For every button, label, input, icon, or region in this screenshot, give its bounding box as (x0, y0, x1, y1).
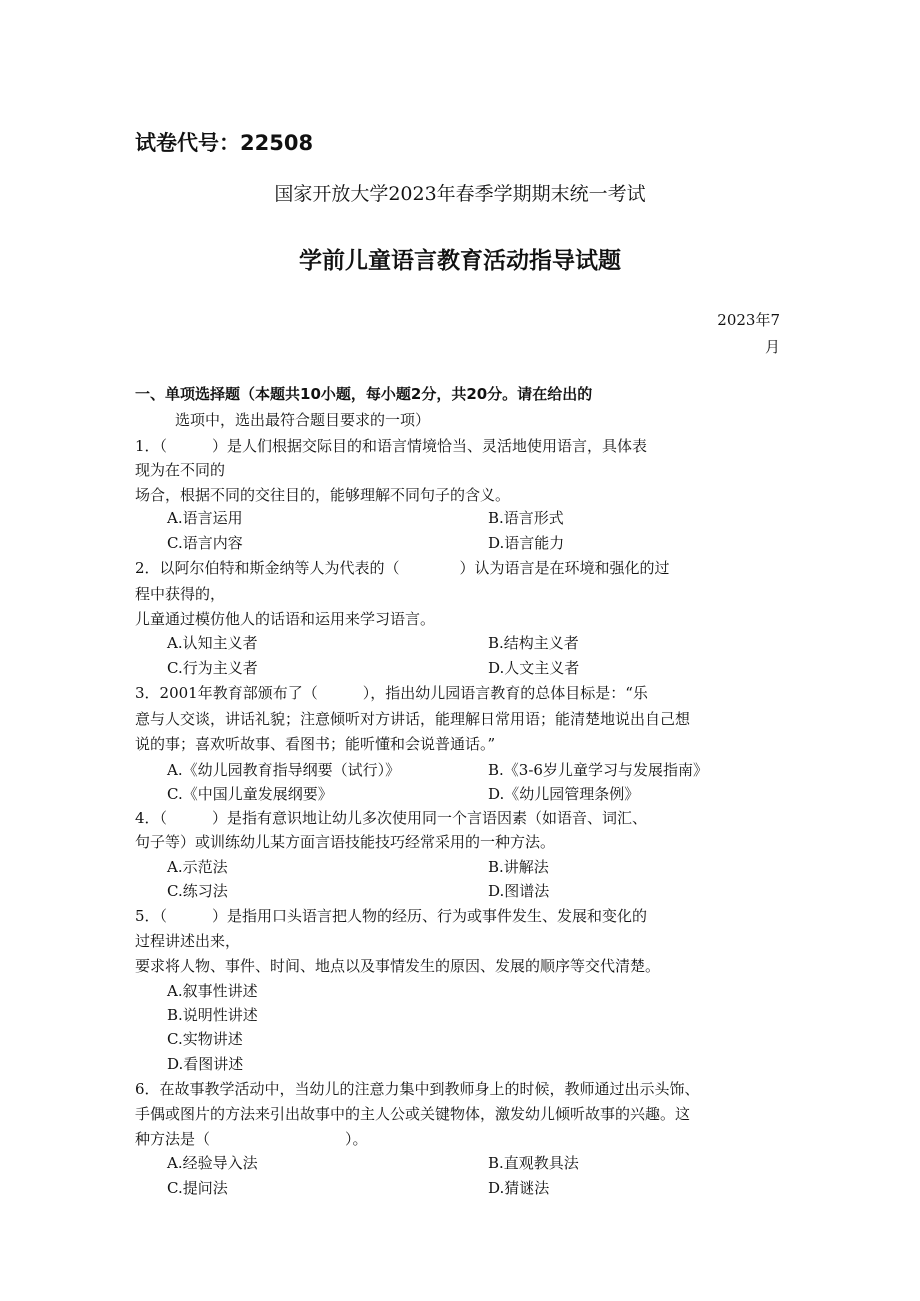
question-2-option-a: A.认知主义者 (167, 634, 258, 652)
question-4-option-d: D.图谱法 (488, 882, 550, 900)
question-4-option-a: A.示范法 (167, 858, 228, 876)
question-4-option-c: C.练习法 (167, 882, 228, 900)
question-1-line-1: 1．（ ）是人们根据交际目的和语言情境恰当、灵活地使用语言，具体表 (135, 437, 648, 455)
question-5-option-b: B.说明性讲述 (167, 1006, 258, 1024)
question-1-option-a: A.语言运用 (167, 509, 243, 527)
question-2-option-b: B.结构主义者 (488, 634, 579, 652)
question-6-option-b: B.直观教具法 (488, 1154, 579, 1172)
question-6-line-3: 种方法是（ ）。 (135, 1130, 368, 1148)
question-6-option-d: D.猜谜法 (488, 1179, 550, 1197)
question-1-option-d: D.语言能力 (488, 534, 565, 552)
question-3-option-c: C.《中国儿童发展纲要》 (167, 785, 333, 803)
question-3-option-d: D.《幼儿园管理条例》 (488, 785, 640, 803)
question-1-option-b: B.语言形式 (488, 509, 564, 527)
question-6-option-a: A.经验导入法 (167, 1154, 258, 1172)
question-2-line-3: 儿童通过模仿他人的话语和运用来学习语言。 (135, 610, 436, 628)
question-5-line-3: 要求将人物、事件、时间、地点以及事情发生的原因、发展的顺序等交代清楚。 (135, 957, 661, 975)
question-6-line-2: 手偶或图片的方法来引出故事中的主人公或关键物体，激发幼儿倾听故事的兴趣。这 (135, 1105, 691, 1123)
question-2-line-1: 2．以阿尔伯特和斯金纳等人为代表的（ ）认为语言是在环境和强化的过 (135, 559, 670, 577)
exam-date-line2: 月 (764, 338, 780, 356)
question-1-option-c: C.语言内容 (167, 534, 243, 552)
question-4-line-1: 4．（ ）是指有意识地让幼儿多次使用同一个言语因素（如语音、词汇、 (135, 809, 648, 827)
question-5-option-c: C.实物讲述 (167, 1030, 243, 1048)
question-5-option-a: A.叙事性讲述 (167, 982, 258, 1000)
paper-code: 试卷代号：22508 (135, 131, 314, 155)
question-2-option-d: D.人文主义者 (488, 659, 580, 677)
question-3-option-b: B.《3-6岁儿童学习与发展指南》 (488, 761, 708, 779)
exam-name: 国家开放大学2023年春季学期期末统一考试 (274, 183, 646, 205)
question-6-line-1: 6．在故事教学活动中，当幼儿的注意力集中到教师身上的时候，教师通过出示头饰、 (135, 1080, 700, 1098)
question-1-line-2: 现为在不同的 (135, 461, 226, 479)
question-3-line-2: 意与人交谈，讲话礼貌；注意倾听对方讲话，能理解日常用语；能清楚地说出自己想 (135, 710, 691, 728)
question-2-line-2: 程中获得的， (135, 585, 226, 603)
question-4-option-b: B.讲解法 (488, 858, 549, 876)
question-3-line-3: 说的事；喜欢听故事、看图书；能听懂和会说普通话。” (135, 735, 496, 753)
question-3-option-a: A.《幼儿园教育指导纲要（试行）》 (167, 761, 401, 779)
question-2-option-c: C.行为主义者 (167, 659, 258, 677)
subject-title: 学前儿童语言教育活动指导试题 (299, 248, 621, 274)
question-6-option-c: C.提问法 (167, 1179, 228, 1197)
question-5-option-d: D.看图讲述 (167, 1055, 244, 1073)
question-3-line-1: 3．2001年教育部颁布了（ ），指出幼儿园语言教育的总体目标是：“乐 (135, 684, 648, 702)
question-5-line-2: 过程讲述出来， (135, 932, 241, 950)
section-heading: 一、单项选择题（本题共10小题，每小题2分，共20分。请在给出的 (135, 385, 593, 403)
exam-date-line1: 2023年7 (717, 311, 780, 329)
question-1-line-3: 场合，根据不同的交往目的，能够理解不同句子的含义。 (135, 486, 511, 504)
section-heading-cont: 选项中，选出最符合题目要求的一项） (175, 411, 431, 429)
question-5-line-1: 5．（ ）是指用口头语言把人物的经历、行为或事件发生、发展和变化的 (135, 907, 648, 925)
question-4-line-2: 句子等）或训练幼儿某方面言语技能技巧经常采用的一种方法。 (135, 833, 556, 851)
